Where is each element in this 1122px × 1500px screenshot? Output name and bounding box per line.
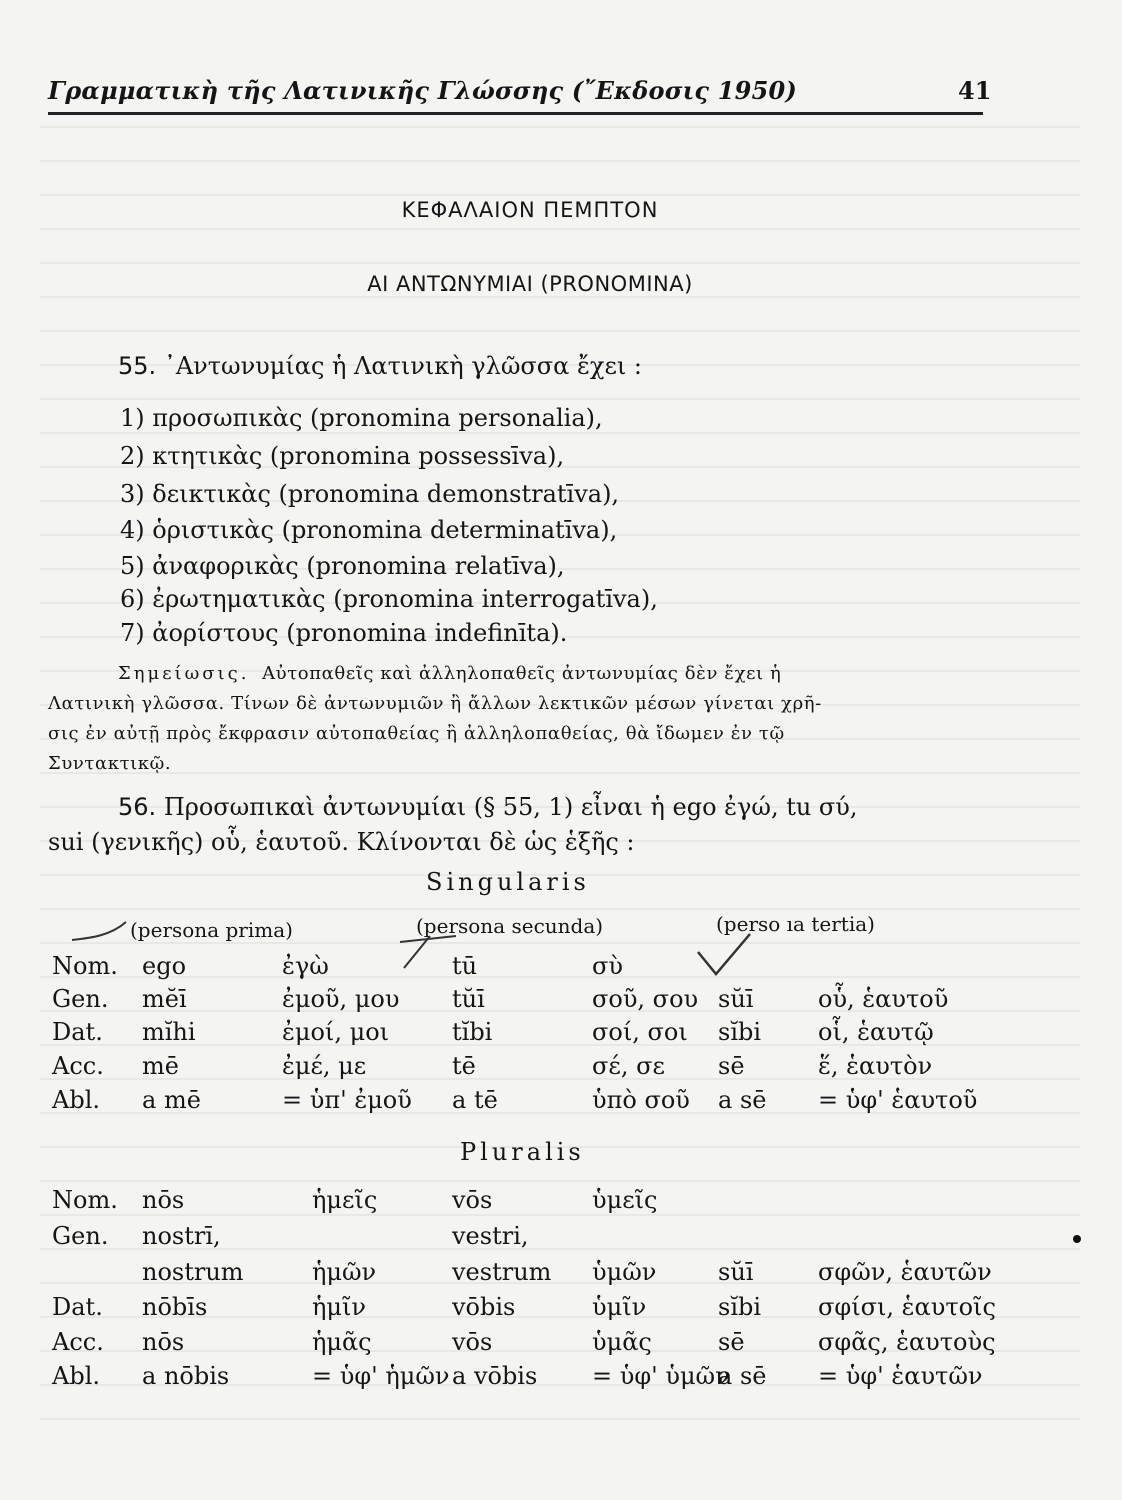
table-cell-gr2: ὑπὸ σοῦ: [592, 1086, 690, 1114]
list-item: 6) ἐρωτηματικὰς (pronomina interrogatīva),: [120, 585, 658, 613]
pencil-mark: [400, 930, 460, 970]
table-cell-lat1: a nōbis: [142, 1362, 230, 1390]
chapter-title: ΚΕΦΑΛΑΙΟΝ ΠΕΜΠΤΟΝ: [401, 198, 659, 222]
pencil-check-mark: [696, 930, 756, 980]
table-cell-gr1: ἡμῶν: [312, 1258, 377, 1286]
table-cell-gr1: ἐμοῦ, μου: [282, 985, 400, 1013]
note-line: Συντακτικῷ.: [48, 753, 172, 774]
table-cell-lat3: sĭbi: [718, 1018, 762, 1046]
singularis-heading: Singularis: [426, 868, 590, 896]
table-cell-lat2: vōs: [452, 1186, 493, 1214]
table-cell-lat1: a mē: [142, 1086, 201, 1114]
table-cell-case: Nom.: [52, 1186, 118, 1214]
table-cell-gr3: οὗ, ἑαυτοῦ: [818, 985, 949, 1013]
table-cell-lat2: vōbis: [452, 1293, 516, 1321]
table-cell-lat2: vestri,: [452, 1222, 529, 1250]
table-cell-gr1: = ὑφ' ἡμῶν: [312, 1362, 450, 1390]
table-cell-gr2: ὑμᾶς: [592, 1328, 652, 1356]
list-item: 2) κτητικὰς (pronomina possessīva),: [120, 442, 565, 470]
table-cell-gr2: ὑμῶν: [592, 1258, 657, 1286]
table-cell-lat1: nostrī,: [142, 1222, 221, 1250]
table-cell-gr3: = ὑφ' ἑαυτοῦ: [818, 1086, 978, 1114]
table-cell-lat3: a sē: [718, 1362, 767, 1390]
section-56-line: [118, 793, 858, 821]
table-cell-gr1: = ὑπ' ἐμοῦ: [282, 1086, 412, 1114]
table-cell-case: Dat.: [52, 1018, 103, 1046]
table-cell-gr1: ἡμᾶς: [312, 1328, 372, 1356]
column-heading: (persona secunda): [416, 914, 604, 938]
table-cell-lat1: mĕī: [142, 985, 187, 1013]
table-cell-gr2: σέ, σε: [592, 1052, 665, 1080]
table-cell-lat1: mē: [142, 1052, 179, 1080]
ink-speck: [1073, 1235, 1081, 1243]
table-cell-lat3: a sē: [718, 1086, 767, 1114]
table-cell-gr3: σφίσι, ἑαυτοῖς: [818, 1293, 996, 1321]
list-item: 5) ἀναφορικὰς (pronomina relatīva),: [120, 552, 565, 580]
table-cell-gr1: ἐμοί, μοι: [282, 1018, 390, 1046]
pencil-mark: [70, 918, 130, 948]
list-item: 1) προσωπικὰς (pronomina personalia),: [120, 404, 603, 432]
table-cell-gr2: ὑμῖν: [592, 1293, 647, 1321]
table-cell-gr2: σὺ: [592, 952, 623, 980]
table-cell-gr1: ἐγὼ: [282, 952, 329, 980]
list-item: 7) ἀορίστους (pronomina indefinīta).: [120, 619, 568, 647]
table-cell-gr2: σοῦ, σου: [592, 985, 699, 1013]
section-intro-text: ᾿Αντωνυμίας ἡ Λατινικὴ γλῶσσα ἔχει :: [163, 352, 642, 380]
list-item: 3) δεικτικὰς (pronomina demonstratīva),: [120, 480, 620, 508]
table-cell-lat2: tŭī: [452, 985, 485, 1013]
note-line: [118, 663, 781, 684]
chapter-subtitle: ΑΙ ΑΝΤΩΝΥΜΙΑΙ (PRONOMINA): [367, 272, 693, 296]
table-cell-gr1: ἡμῖν: [312, 1293, 366, 1321]
table-cell-lat3: sĭbi: [718, 1293, 762, 1321]
section-56-text: Προσωπικαὶ ἀντωνυμίαι (§ 55, 1) εἶναι ἡ ego ἐγώ, tu σύ,: [163, 793, 858, 821]
table-cell-lat2: tū: [452, 952, 478, 980]
table-cell-lat1: nōs: [142, 1186, 185, 1214]
table-cell-case: Gen.: [52, 1222, 109, 1250]
table-cell-lat1: nōbīs: [142, 1293, 208, 1321]
note-text: Αὐτοπαθεῖς καὶ ἀλληλοπαθεῖς ἀντωνυμίας δὲν ἔχει ἡ: [262, 663, 782, 684]
table-cell-lat2: tē: [452, 1052, 476, 1080]
pluralis-heading: Pluralis: [460, 1138, 585, 1166]
table-cell-lat3: sē: [718, 1328, 745, 1356]
note-label: Σημείωσις.: [118, 663, 250, 684]
list-item: 4) ὁριστικὰς (pronomina determinatīva),: [120, 516, 618, 544]
section-number: 55.: [118, 352, 157, 380]
table-cell-lat1: nostrum: [142, 1258, 244, 1286]
table-cell-gr3: σφῶν, ἑαυτῶν: [818, 1258, 992, 1286]
section-55-intro: [118, 352, 642, 380]
table-cell-lat2: a tē: [452, 1086, 498, 1114]
table-cell-lat3: sŭī: [718, 985, 754, 1013]
note-line: Λατινικὴ γλῶσσα. Τίνων δὲ ἀντωνυμιῶν ἢ ἄλλων λεκτικῶν μέσων γίνεται χρῆ-: [48, 693, 822, 714]
table-cell-lat3: sŭī: [718, 1258, 754, 1286]
section-56-line: sui (γενικῆς) οὗ, ἑαυτοῦ. Κλίνονται δὲ ὡς ἑξῆς :: [48, 828, 635, 856]
table-cell-gr1: ἐμέ, με: [282, 1052, 367, 1080]
table-cell-gr2: = ὑφ' ὑμῶν: [592, 1362, 730, 1390]
table-cell-lat1: ego: [142, 952, 187, 980]
page-number: 41: [958, 76, 992, 105]
table-cell-case: Abl.: [52, 1086, 100, 1114]
column-heading: (persona prima): [130, 918, 293, 942]
table-cell-case: Gen.: [52, 985, 109, 1013]
table-cell-case: Acc.: [52, 1052, 104, 1080]
table-cell-gr3: σφᾶς, ἑαυτοὺς: [818, 1328, 996, 1356]
table-cell-gr3: ἕ, ἑαυτὸν: [818, 1052, 933, 1080]
note-line: σις ἐν αὐτῇ πρὸς ἔκφρασιν αὐτοπαθείας ἢ ἀλληλοπαθείας, θὰ ἴδωμεν ἐν τῷ: [48, 723, 785, 744]
table-cell-lat2: vestrum: [452, 1258, 552, 1286]
table-cell-lat2: tĭbi: [452, 1018, 493, 1046]
running-header-title: Γραμματικὴ τῆς Λατινικῆς Γλώσσης (῎Εκδοσις 1950): [48, 76, 797, 105]
table-cell-lat2: a vōbis: [452, 1362, 538, 1390]
table-cell-case: Abl.: [52, 1362, 100, 1390]
table-cell-case: Dat.: [52, 1293, 103, 1321]
table-cell-lat1: mĭhi: [142, 1018, 196, 1046]
header-rule: [48, 112, 983, 115]
column-heading: (perso ıa tertia): [716, 912, 875, 936]
table-cell-case: Acc.: [52, 1328, 104, 1356]
table-cell-gr1: ἡμεῖς: [312, 1186, 378, 1214]
table-cell-lat3: sē: [718, 1052, 745, 1080]
table-cell-gr3: οἷ, ἑαυτῷ: [818, 1018, 934, 1046]
table-cell-lat2: vōs: [452, 1328, 493, 1356]
table-cell-gr2: σοί, σοι: [592, 1018, 688, 1046]
section-number: 56.: [118, 793, 157, 821]
table-cell-gr2: ὑμεῖς: [592, 1186, 658, 1214]
table-cell-case: Nom.: [52, 952, 118, 980]
table-cell-lat1: nōs: [142, 1328, 185, 1356]
table-cell-gr3: = ὑφ' ἑαυτῶν: [818, 1362, 983, 1390]
